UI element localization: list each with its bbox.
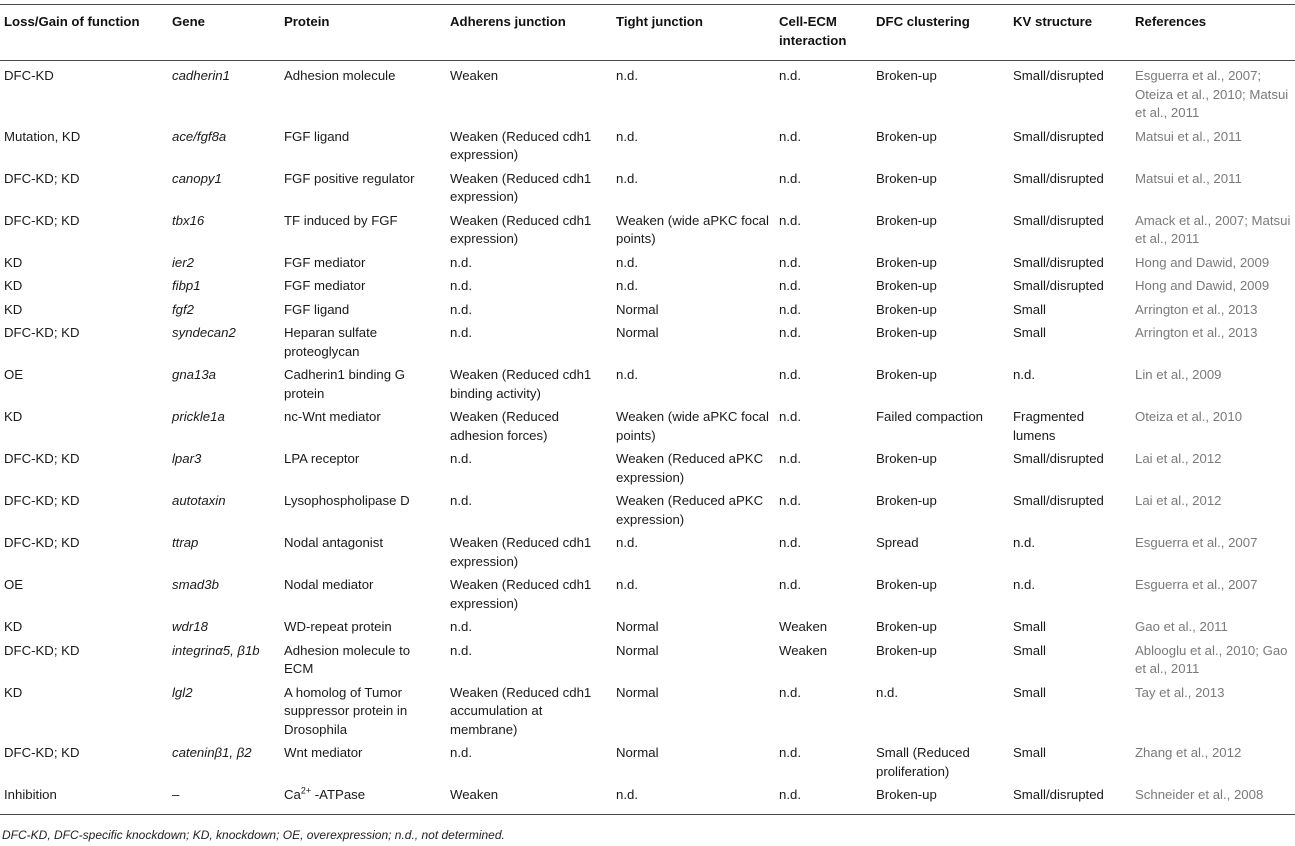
cell-function: DFC-KD; KD [4,451,80,466]
column-header-tight-junction: Tight junction [612,5,775,61]
cell-dfc-clustering: Broken-up [876,128,937,144]
cell-dfc-clustering: Small (Reduced proliferation) [876,745,970,779]
cell-tight-junction: Normal [616,619,659,634]
cell-dfc-clustering: Broken-up [876,325,937,340]
cell-gene: lgl2 [172,684,193,700]
cell-gene: syndecan2 [172,325,236,340]
cell-adherens-junction: n.d. [450,642,472,658]
table-footnote: DFC-KD, DFC-specific knockdown; KD, knockdown; OE, overexpression; n.d., not determined. [2,828,505,842]
table-row [0,125,1295,167]
cell-tight-junction: n.d. [616,254,638,270]
cell-function: DFC-KD; KD [4,535,80,550]
cell-protein: Adhesion molecule to ECM [284,642,411,676]
cell-function: KD [4,619,23,634]
cell-protein: Heparan sulfate proteoglycan [284,325,378,359]
cell-references: Amack et al., 2007; Matsui et al., 2011 [1135,212,1291,246]
cell-kv-structure: Small/disrupted [1013,212,1104,228]
cell-kv-structure: n.d. [1013,367,1035,382]
cell-cell-ecm: n.d. [775,783,872,814]
cell-gene: cadherin1 [172,68,230,83]
cell-function: Inhibition [0,783,168,814]
cell-references: Hong and Dawid, 2009 [1135,278,1270,293]
table-row [0,274,1295,298]
cell-kv-structure: Small [1013,642,1046,658]
cell-gene: fibp1 [172,278,201,293]
cell-cell-ecm: n.d. [779,409,801,424]
table-row [0,209,1295,251]
cell-protein: Nodal mediator [284,577,374,592]
cell-kv-structure: Small/disrupted [1013,170,1104,186]
cell-dfc-clustering: Broken-up [876,642,937,658]
cell-function: DFC-KD; KD [4,212,80,228]
column-header-function: Loss/Gain of function [0,5,168,61]
cell-references: Matsui et al., 2011 [1135,128,1242,144]
cell-tight-junction: Normal [616,684,659,700]
cell-protein: WD-repeat protein [284,619,392,634]
cell-function: OE [4,367,24,382]
cell-gene: ttrap [172,535,199,550]
cell-cell-ecm: n.d. [779,278,801,293]
cell-gene: lpar3 [172,451,202,466]
cell-dfc-clustering: Broken-up [876,301,937,317]
column-header-references: References [1131,5,1295,61]
cell-gene: cateninβ1, β2 [172,745,252,760]
cell-cell-ecm: n.d. [779,745,801,760]
cell-adherens-junction: Weaken (Reduced cdh1 accumulation at membrane) [450,684,592,737]
cell-gene: integrinα5, β1b [172,642,260,658]
column-header-cell-ecm: Cell-ECM interaction [775,5,872,61]
table-row [0,167,1295,209]
table-row [0,573,1295,615]
cell-cell-ecm: n.d. [779,325,801,340]
cell-cell-ecm: n.d. [779,577,801,592]
cell-tight-junction: n.d. [616,535,638,550]
cell-tight-junction: n.d. [616,278,638,293]
cell-adherens-junction: n.d. [450,745,472,760]
cell-function: OE [4,577,24,592]
cell-dfc-clustering: Broken-up [876,254,937,270]
cell-tight-junction: Weaken (wide aPKC focal points) [616,212,769,246]
cell-tight-junction: Weaken (Reduced aPKC expression) [616,451,764,485]
cell-kv-structure: Small/disrupted [1009,783,1131,814]
column-header-gene: Gene [168,5,280,61]
cell-kv-structure: Small [1013,684,1046,700]
cell-references: Ablooglu et al., 2010; Gao et al., 2011 [1135,642,1288,676]
cell-protein: FGF positive regulator [284,170,415,186]
cell-tight-junction: n.d. [616,367,638,382]
cell-adherens-junction: Weaken [450,68,499,83]
cell-dfc-clustering: Broken-up [876,493,937,508]
cell-adherens-junction: Weaken (Reduced cdh1 binding activity) [450,367,592,401]
cell-protein: TF induced by FGF [284,212,398,228]
cell-dfc-clustering: Spread [876,535,919,550]
cell-adherens-junction: Weaken (Reduced adhesion forces) [450,409,559,443]
cell-cell-ecm: n.d. [779,684,801,700]
table-row [0,363,1295,405]
cell-cell-ecm: Weaken [779,642,828,658]
cell-references: Matsui et al., 2011 [1135,170,1242,186]
table-row [0,531,1295,573]
cell-function: KD [4,301,23,317]
cell-references: Zhang et al., 2012 [1135,745,1242,760]
cell-dfc-clustering: Broken-up [876,451,937,466]
cell-protein: Nodal antagonist [284,535,383,550]
cell-cell-ecm: n.d. [779,493,801,508]
cell-dfc-clustering: Broken-up [876,68,937,83]
cell-kv-structure: Small [1013,619,1046,634]
cell-tight-junction: Normal [616,325,659,340]
cell-references: Arrington et al., 2013 [1135,301,1258,317]
cell-kv-structure: Small/disrupted [1013,451,1104,466]
table-row [0,405,1295,447]
cell-references: Esguerra et al., 2007 [1135,577,1258,592]
cell-gene: canopy1 [172,170,222,186]
cell-kv-structure: Small [1013,745,1046,760]
cell-gene: ier2 [172,254,194,270]
table-header [0,5,1295,61]
cell-protein: Adhesion molecule [284,68,396,83]
cell-cell-ecm: n.d. [779,128,801,144]
cell-tight-junction: Weaken (Reduced aPKC expression) [616,493,764,527]
cell-kv-structure: n.d. [1013,577,1035,592]
column-header-kv-structure: KV structure [1009,5,1131,61]
table-row [0,681,1295,742]
cell-kv-structure: Small/disrupted [1013,493,1104,508]
cell-kv-structure: Small/disrupted [1013,254,1104,270]
cell-gene: ace/fgf8a [172,128,227,144]
cell-references: Hong and Dawid, 2009 [1135,254,1270,270]
cell-adherens-junction: n.d. [450,451,472,466]
column-header-dfc-clustering: DFC clustering [872,5,1009,61]
cell-adherens-junction: n.d. [450,325,472,340]
cell-tight-junction: n.d. [616,68,638,83]
cell-adherens-junction: Weaken (Reduced cdh1 expression) [450,577,592,611]
cell-cell-ecm: n.d. [779,170,801,186]
cell-references: Esguerra et al., 2007 [1135,535,1258,550]
cell-adherens-junction: Weaken (Reduced cdh1 expression) [450,212,592,246]
cell-adherens-junction: n.d. [450,619,472,634]
cell-protein: Lysophospholipase D [284,493,410,508]
cell-dfc-clustering: Broken-up [876,619,937,634]
cell-tight-junction: Weaken (wide aPKC focal points) [616,409,769,443]
cell-function: Mutation, KD [4,128,81,144]
cell-references: Arrington et al., 2013 [1135,325,1258,340]
cell-tight-junction: Normal [616,745,659,760]
cell-kv-structure: n.d. [1013,535,1035,550]
cell-references: Lai et al., 2012 [1135,493,1222,508]
cell-references: Tay et al., 2013 [1135,684,1225,700]
cell-function: KD [4,254,23,270]
cell-adherens-junction: n.d. [450,493,472,508]
table-row [0,61,1295,125]
cell-dfc-clustering: Broken-up [876,170,937,186]
cell-dfc-clustering: Broken-up [876,278,937,293]
column-header-adherens-junction: Adherens junction [446,5,612,61]
cell-cell-ecm: n.d. [779,301,801,317]
cell-tight-junction: n.d. [616,128,638,144]
column-header-protein: Protein [280,5,446,61]
cell-protein: FGF ligand [284,128,350,144]
cell-kv-structure: Small/disrupted [1013,278,1104,293]
cell-dfc-clustering: Broken-up [876,367,937,382]
cell-kv-structure: Small [1013,325,1046,340]
cell-cell-ecm: n.d. [779,254,801,270]
cell-function: KD [4,684,23,700]
cell-adherens-junction: n.d. [450,278,472,293]
cell-dfc-clustering: Broken-up [872,783,1009,814]
cell-gene: wdr18 [172,619,208,634]
cell-function: DFC-KD [4,68,54,83]
cell-kv-structure: Small/disrupted [1013,68,1104,83]
cell-adherens-junction: n.d. [450,301,472,317]
cell-cell-ecm: Weaken [779,619,828,634]
cell-gene: prickle1a [172,409,225,424]
cell-function: DFC-KD; KD [4,170,80,186]
table-row [0,489,1295,531]
table-row [0,298,1295,322]
cell-protein: nc-Wnt mediator [284,409,381,424]
cell-cell-ecm: n.d. [779,212,801,228]
cell-references: Lin et al., 2009 [1135,367,1222,382]
cell-protein: FGF mediator [284,254,366,270]
cell-function: KD [4,278,23,293]
cell-function: DFC-KD; KD [4,642,80,658]
cell-gene: tbx16 [172,212,205,228]
cell-tight-junction: n.d. [616,577,638,592]
cell-cell-ecm: n.d. [779,535,801,550]
cell-kv-structure: Small [1013,301,1046,317]
cell-function: KD [4,409,23,424]
table-row [0,783,1295,814]
cell-tight-junction: Normal [616,301,659,317]
cell-protein: LPA receptor [284,451,360,466]
cell-function: DFC-KD; KD [4,325,80,340]
cell-kv-structure: Fragmented lumens [1013,409,1085,443]
cell-dfc-clustering: Failed compaction [876,409,984,424]
cell-tight-junction: n.d. [612,783,775,814]
cell-function: DFC-KD; KD [4,493,80,508]
cell-adherens-junction: Weaken (Reduced cdh1 expression) [450,170,592,204]
cell-gene: autotaxin [172,493,226,508]
cell-protein: Cadherin1 binding G protein [284,367,405,401]
table-row [0,321,1295,363]
cell-references: Gao et al., 2011 [1135,619,1228,634]
cell-dfc-clustering: n.d. [876,684,898,700]
table-row [0,741,1295,783]
cell-dfc-clustering: Broken-up [876,577,937,592]
cell-dfc-clustering: Broken-up [876,212,937,228]
cell-protein: Wnt mediator [284,745,363,760]
table-row [0,615,1295,639]
cell-adherens-junction: Weaken (Reduced cdh1 expression) [450,128,592,162]
cell-protein: FGF ligand [284,301,350,317]
cell-tight-junction: Normal [616,642,659,658]
table-row [0,251,1295,275]
cell-adherens-junction: n.d. [450,254,472,270]
cell-gene: – [168,783,280,814]
cell-references: Lai et al., 2012 [1135,451,1222,466]
table-row [0,639,1295,681]
cell-cell-ecm: n.d. [779,367,801,382]
header-row [0,5,1295,61]
cell-protein: FGF mediator [284,278,366,293]
cell-adherens-junction: Weaken (Reduced cdh1 expression) [450,535,592,569]
cell-references: Esguerra et al., 2007; Oteiza et al., 2010; Matsui et al., 2011 [1135,68,1289,120]
cell-cell-ecm: n.d. [779,451,801,466]
table-body [0,61,1295,815]
cell-gene: smad3b [172,577,219,592]
cell-cell-ecm: n.d. [779,68,801,83]
cell-function: DFC-KD; KD [4,745,80,760]
cell-references: Schneider et al., 2008 [1131,783,1295,814]
cell-references: Oteiza et al., 2010 [1135,409,1243,424]
cell-gene: fgf2 [172,301,194,317]
cell-protein: A homolog of Tumor suppressor protein in Drosophila [284,684,408,737]
table-row [0,447,1295,489]
cell-protein: $Ca^{2+}$ -ATPase [280,783,446,814]
cell-adherens-junction: Weaken [446,783,612,814]
cell-gene: gna13a [172,367,217,382]
cell-tight-junction: n.d. [616,170,638,186]
data-table [0,4,1295,815]
cell-kv-structure: Small/disrupted [1013,128,1104,144]
